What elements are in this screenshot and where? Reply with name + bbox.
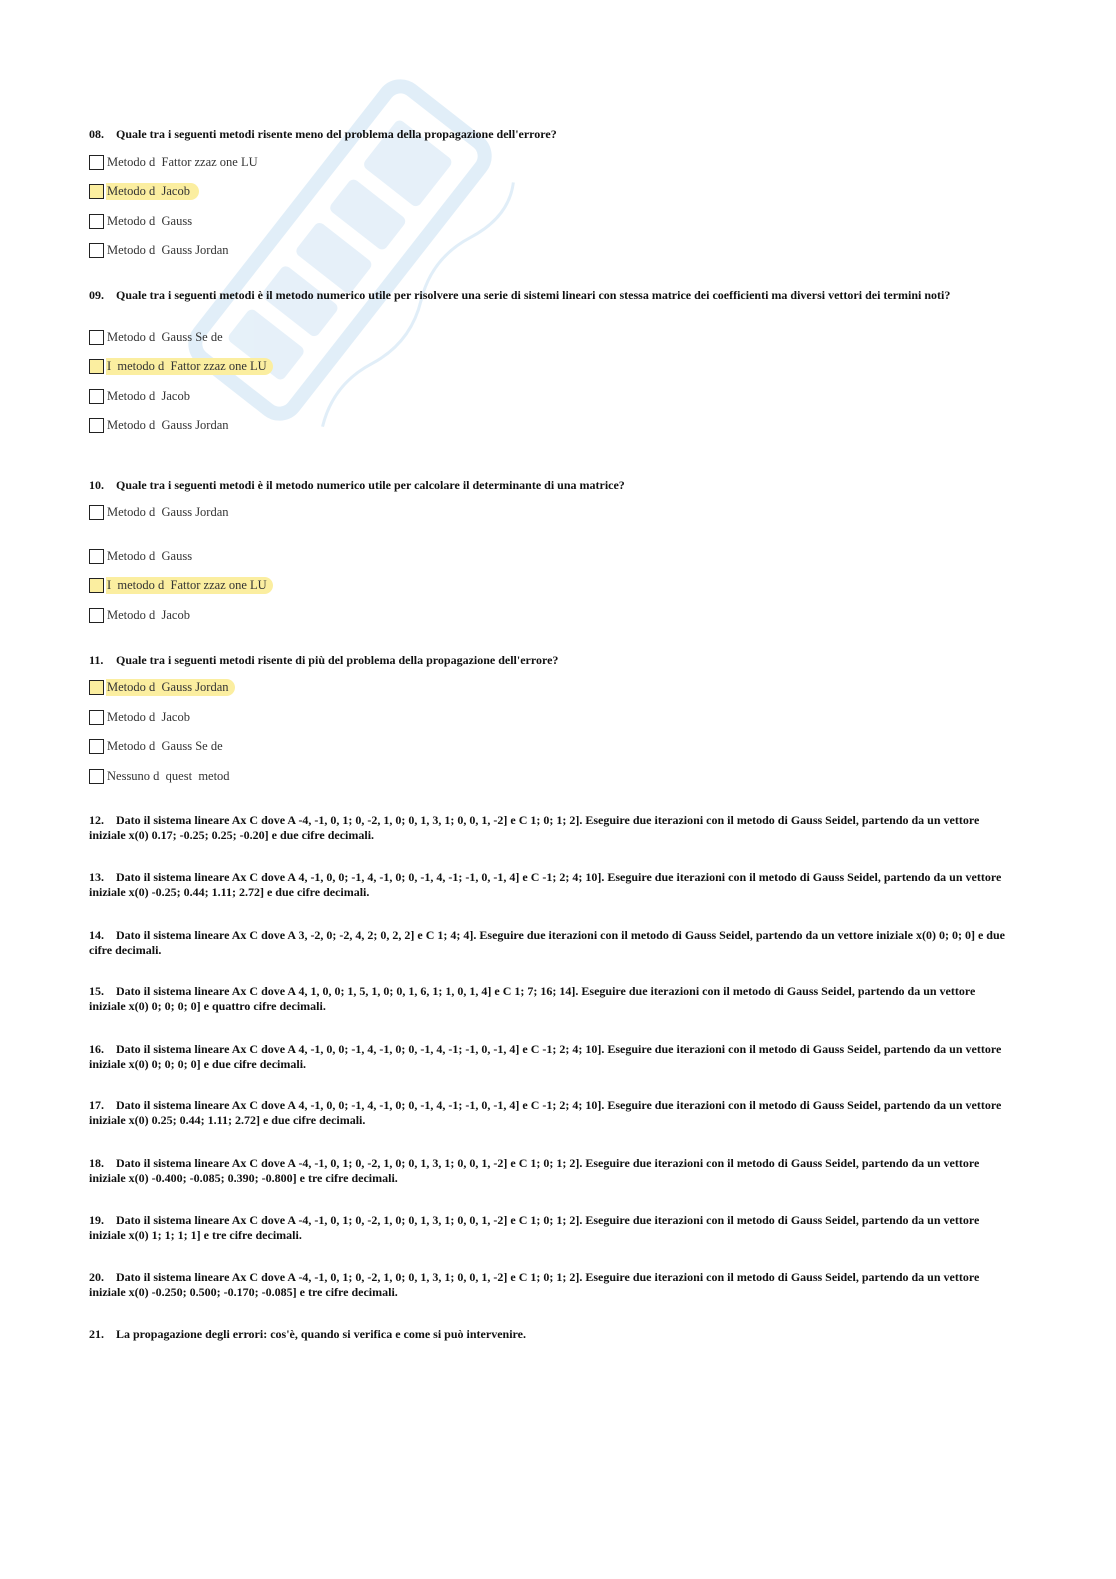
question-number: 18. [89,1156,104,1170]
option-label: Metodo d Jacob [106,183,199,200]
checkbox[interactable] [89,389,104,404]
checkbox[interactable] [89,549,104,564]
option-label: Metodo d Gauss Jordan [107,504,229,519]
question-10 [89,478,1014,493]
question-number: 08. [89,127,104,141]
option-label: I metodo d Fattor zzaz one LU [106,358,273,375]
question-13 [89,870,1014,899]
checkbox[interactable] [89,505,104,520]
question-18 [89,1156,1014,1185]
question-17 [89,1098,1014,1127]
checkbox[interactable] [89,330,104,345]
question-text: Dato il sistema lineare Ax C dove A -4, -1, 0, 1; 0, -2, 1, 0; 0, 1, 3, 1; 0, 0, 1, -2] e C 1; 0; 1; 2]. Eseguire due iterazioni con il metodo di Gauss Seidel, partendo da un vettore iniziale x(0) 0.17; -0.25; 0.25; -0.20] e due cifre decimali. [89,813,980,842]
question-12 [89,813,1014,842]
question-16 [89,1042,1014,1071]
checkbox[interactable] [89,214,104,229]
question-text: Dato il sistema lineare Ax C dove A -4, -1, 0, 1; 0, -2, 1, 0; 0, 1, 3, 1; 0, 0, 1, -2] e C 1; 0; 1; 2]. Eseguire due iterazioni con il metodo di Gauss Seidel, partendo da un vettore iniziale x(0) 1; 1; 1; 1] e tre cifre decimali. [89,1213,980,1242]
question-11-option-3[interactable] [89,737,232,755]
question-09-option-3[interactable] [89,387,199,405]
question-text: Dato il sistema lineare Ax C dove A -4, -1, 0, 1; 0, -2, 1, 0; 0, 1, 3, 1; 0, 0, 1, -2] e C 1; 0; 1; 2]. Eseguire due iterazioni con il metodo di Gauss Seidel, partendo da un vettore iniziale x(0) -0.400; -0.085; 0.390; -0.800] e tre cifre decimali. [89,1156,980,1185]
checkbox[interactable] [89,680,104,695]
option-label: Metodo d Gauss Jordan [106,679,235,696]
checkbox[interactable] [89,418,104,433]
option-label: Metodo d Gauss Se de [107,738,226,753]
question-08-option-1[interactable] [89,153,264,171]
question-08-option-3[interactable] [89,212,198,230]
question-20 [89,1270,1014,1299]
question-text: Quale tra i seguenti metodi risente meno del problema della propagazione dell'errore? [116,127,557,141]
question-15 [89,984,1014,1013]
question-08-option-2[interactable] [89,182,199,200]
option-label: I metodo d Fattor zzaz one LU [106,577,273,594]
question-text: Dato il sistema lineare Ax C dove A 4, -1, 0, 0; -1, 4, -1, 0; 0, -1, 4, -1; -1, 0, -1, 4] e C -1; 2; 4; 10]. Eseguire due iterazioni con il metodo di Gauss Seidel, partendo da un vettore iniziale x(0) 0; 0; 0; 0] e due cifre decimali. [89,1042,1002,1071]
option-label: Metodo d Gauss Jordan [107,417,229,432]
checkbox[interactable] [89,769,104,784]
question-text: La propagazione degli errori: cos'è, quando si verifica e come si può intervenire. [116,1327,526,1341]
option-label: Metodo d Jacob [107,388,194,403]
question-11-option-1[interactable] [89,678,235,696]
question-19 [89,1213,1014,1242]
question-09-option-4[interactable] [89,416,235,434]
checkbox[interactable] [89,359,104,374]
option-label: Metodo d Gauss [107,213,193,228]
question-number: 14. [89,928,104,942]
question-text: Quale tra i seguenti metodi è il metodo numerico utile per risolvere una serie di sistemi lineari con stessa matrice dei coefficienti ma diversi vettori dei termini noti? [116,288,951,302]
question-number: 12. [89,813,104,827]
option-label: Metodo d Fattor zzaz one LU [107,154,258,169]
option-label: Metodo d Gauss [107,548,193,563]
option-label: Nessuno d quest metod [107,768,233,783]
question-11 [89,653,1014,668]
option-label: Metodo d Gauss Se de [107,329,226,344]
checkbox[interactable] [89,578,104,593]
question-11-option-4[interactable] [89,767,239,785]
question-text: Dato il sistema lineare Ax C dove A 4, -1, 0, 0; -1, 4, -1, 0; 0, -1, 4, -1; -1, 0, -1, 4] e C -1; 2; 4; 10]. Eseguire due iterazioni con il metodo di Gauss Seidel, partendo da un vettore iniziale x(0) 0.25; 0.44; 1.11; 2.72] e due cifre decimali. [89,1098,1002,1127]
question-text: Quale tra i seguenti metodi è il metodo numerico utile per calcolare il determinante di una matrice? [116,478,625,492]
question-text: Dato il sistema lineare Ax C dove A 4, 1, 0, 0; 1, 5, 1, 0; 0, 1, 6, 1; 1, 0, 1, 4] e C 1; 7; 16; 14]. Eseguire due iterazioni con il metodo di Gauss Seidel, partendo da un vettore iniziale x(0) 0; 0; 0; 0] e quattro cifre decimali. [89,984,976,1013]
question-09 [89,288,1014,303]
question-08-option-4[interactable] [89,241,235,259]
option-label: Metodo d Jacob [107,607,194,622]
question-number: 10. [89,478,104,492]
question-number: 11. [89,653,104,667]
option-label: Metodo d Gauss Jordan [107,242,229,257]
question-number: 16. [89,1042,104,1056]
checkbox[interactable] [89,243,104,258]
question-number: 19. [89,1213,104,1227]
question-14 [89,928,1014,957]
checkbox[interactable] [89,739,104,754]
question-text: Dato il sistema lineare Ax C dove A 3, -2, 0; -2, 4, 2; 0, 2, 2] e C 1; 4; 4]. Eseguire due iterazioni con il metodo di Gauss Seidel, partendo da un vettore iniziale x(0) 0; 0; 0] e due cifre decimali. [89,928,1005,957]
checkbox[interactable] [89,608,104,623]
question-number: 20. [89,1270,104,1284]
checkbox[interactable] [89,710,104,725]
question-10-option-1[interactable] [89,503,235,521]
checkbox[interactable] [89,184,104,199]
question-10-option-4[interactable] [89,606,199,624]
option-label: Metodo d Jacob [107,709,194,724]
question-09-option-1[interactable] [89,328,232,346]
question-number: 17. [89,1098,104,1112]
question-08 [89,127,1014,142]
checkbox[interactable] [89,155,104,170]
question-number: 15. [89,984,104,998]
question-text: Dato il sistema lineare Ax C dove A 4, -1, 0, 0; -1, 4, -1, 0; 0, -1, 4, -1; -1, 0, -1, 4] e C -1; 2; 4; 10]. Eseguire due iterazioni con il metodo di Gauss Seidel, partendo da un vettore iniziale x(0) -0.25; 0.44; 1.11; 2.72] e due cifre decimali. [89,870,1002,899]
question-number: 09. [89,288,104,302]
question-text: Quale tra i seguenti metodi risente di più del problema della propagazione dell'errore? [116,653,559,667]
question-number: 21. [89,1327,104,1341]
question-text: Dato il sistema lineare Ax C dove A -4, -1, 0, 1; 0, -2, 1, 0; 0, 1, 3, 1; 0, 0, 1, -2] e C 1; 0; 1; 2]. Eseguire due iterazioni con il metodo di Gauss Seidel, partendo da un vettore iniziale x(0) -0.250; 0.500; -0.170; -0.085] e tre cifre decimali. [89,1270,980,1299]
question-10-option-3[interactable] [89,576,273,594]
question-number: 13. [89,870,104,884]
question-10-option-2[interactable] [89,547,198,565]
question-21 [89,1327,1014,1342]
question-11-option-2[interactable] [89,708,199,726]
question-09-option-2[interactable] [89,357,273,375]
